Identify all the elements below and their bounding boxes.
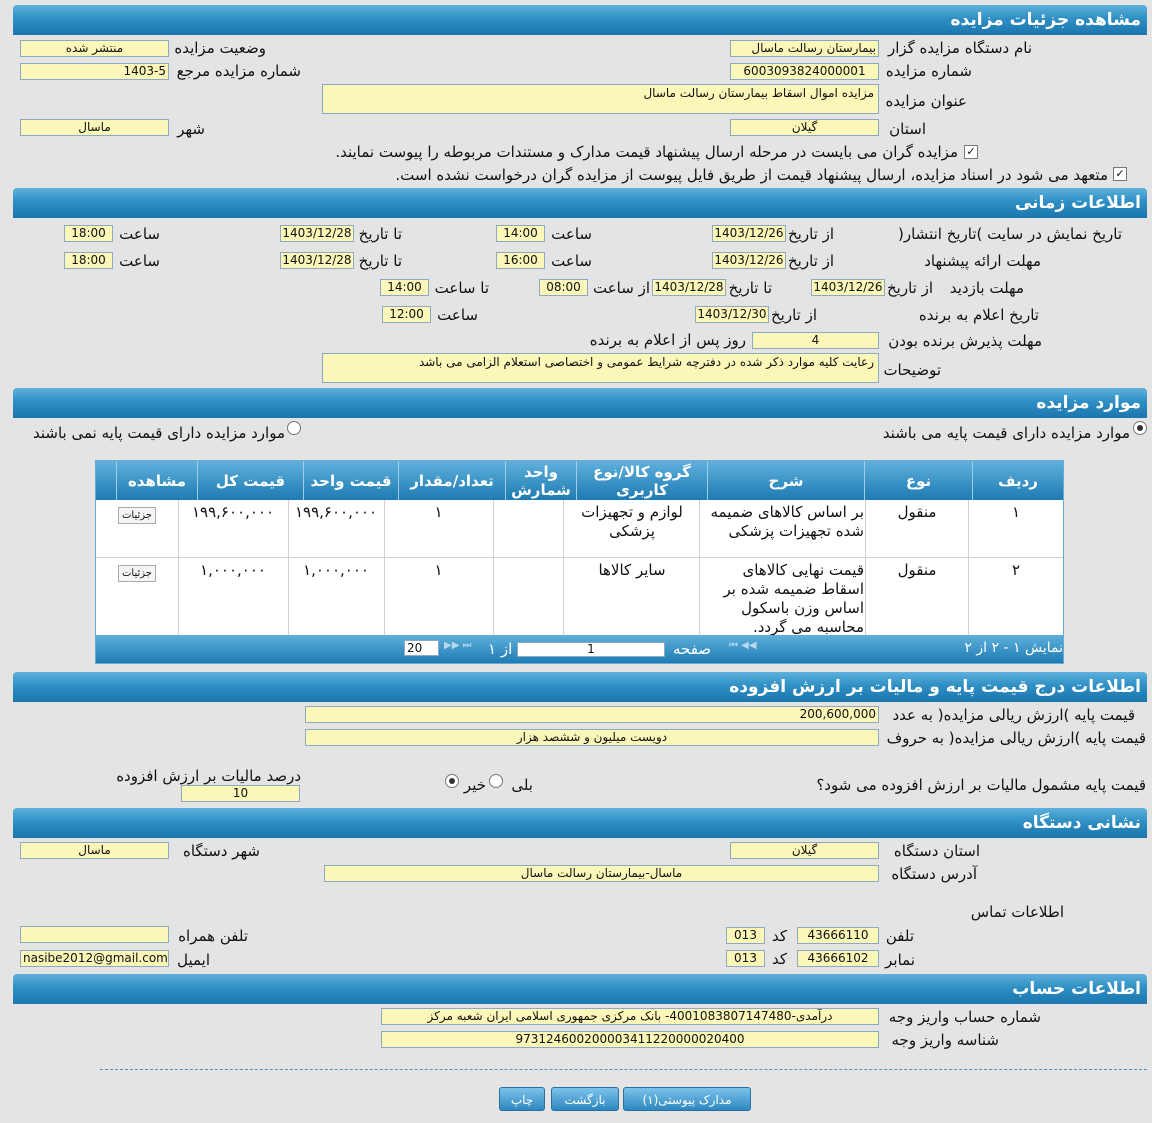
- ref-no-label: شماره مزایده مرجع: [176, 62, 301, 80]
- accept-suffix: روز پس از اعلام به برنده: [589, 331, 746, 349]
- org-address-label: آدرس دستگاه: [891, 865, 977, 883]
- visit-label: مهلت بازدید: [949, 279, 1024, 297]
- row-desc: بر اساس کالاهای ضمیمه شده تجهیزات پزشکی: [710, 503, 864, 540]
- org-city-field[interactable]: ماسال: [20, 842, 169, 859]
- publish-to-time-label: ساعت: [119, 225, 160, 243]
- section-header-items: موارد مزایده: [13, 388, 1147, 418]
- col-unit-line2: شمارش: [511, 481, 571, 499]
- publish-from-time[interactable]: 14:00: [496, 225, 545, 242]
- vat-yes-radio[interactable]: [489, 774, 503, 788]
- attach-required-text: مزایده گران می بایست در مرحله ارسال پیشنهاد قیمت مدارک و مستندات مربوطه را پیوست نمایند.: [335, 143, 958, 161]
- offer-to-time[interactable]: 18:00: [64, 252, 113, 269]
- accept-days-field[interactable]: 4: [752, 332, 879, 349]
- visit-to-date[interactable]: 1403/12/28: [652, 279, 726, 296]
- col-desc[interactable]: شرح: [707, 461, 864, 500]
- pager-of-label: از ۱: [488, 640, 513, 658]
- email-label: ایمیل: [177, 951, 210, 969]
- row-details-button[interactable]: جزئیات: [118, 507, 156, 524]
- email-field[interactable]: nasibe2012@gmail.com: [20, 950, 169, 967]
- col-group[interactable]: [576, 461, 707, 500]
- row-details-button[interactable]: جزئیات: [118, 565, 156, 582]
- vat-percent-field[interactable]: 10: [181, 785, 300, 802]
- row-number: ۲: [1011, 561, 1021, 579]
- payment-id-field[interactable]: 973124600200003411220000020400: [381, 1031, 879, 1048]
- vat-no-radio[interactable]: [445, 774, 459, 788]
- winner-label: تاریخ اعلام به برنده: [918, 306, 1039, 324]
- org-name-field[interactable]: بیمارستان رسالت ماسال: [730, 40, 879, 57]
- title-label: عنوان مزایده: [885, 92, 967, 110]
- org-province-field[interactable]: گیلان: [730, 842, 879, 859]
- row-total: ۱۹۹,۶۰۰,۰۰۰: [191, 503, 275, 521]
- section-header-price: اطلاعات درج قیمت پایه و مالیات بر ارزش افزوده: [13, 672, 1147, 702]
- row-group: لوازم و تجهیزات پزشکی: [581, 503, 683, 540]
- last-page-icon[interactable]: ▶▶ ⏭: [444, 640, 472, 651]
- org-city-label: شهر دستگاه: [182, 842, 260, 860]
- without-base-price-radio[interactable]: [287, 421, 301, 435]
- offer-to-label: تا تاریخ: [358, 252, 402, 270]
- publish-from-label: از تاریخ: [787, 225, 834, 243]
- col-unit[interactable]: [505, 461, 576, 500]
- visit-to-label: تا تاریخ: [728, 279, 772, 297]
- pager-summary: نمایش ۱ - ۲ از ۲: [964, 640, 1063, 656]
- publish-from-time-label: ساعت: [551, 225, 592, 243]
- phone-label: تلفن: [885, 927, 914, 945]
- attach-required-checkbox[interactable]: ✓: [964, 145, 978, 159]
- desc-label: توضیحات: [883, 361, 941, 379]
- pager-page-input[interactable]: 1: [517, 642, 665, 657]
- no-attach-commit-checkbox[interactable]: ✓: [1113, 167, 1127, 181]
- section-header-address: نشانی دستگاه: [13, 808, 1147, 838]
- vat-percent-label: درصد مالیات بر ارزش افزوده: [116, 767, 301, 785]
- section-header-account: اطلاعات حساب: [13, 974, 1147, 1004]
- payment-id-label: شناسه واریز وجه: [891, 1031, 999, 1049]
- back-button[interactable]: بازگشت: [551, 1087, 619, 1111]
- visit-to-time-label: تا ساعت: [434, 279, 489, 297]
- offer-from-time[interactable]: 16:00: [496, 252, 545, 269]
- offer-to-date[interactable]: 1403/12/28: [280, 252, 354, 269]
- row-number: ۱: [1011, 503, 1021, 521]
- title-field[interactable]: مزایده اموال اسقاط بیمارستان رسالت ماسال: [322, 84, 879, 114]
- visit-from-time[interactable]: 08:00: [539, 279, 588, 296]
- phone-code-field[interactable]: 013: [726, 927, 765, 944]
- auction-no-label: شماره مزایده: [885, 62, 972, 80]
- org-province-label: استان دستگاه: [893, 842, 980, 860]
- desc-field[interactable]: رعایت کلیه موارد ذکر شده در دفترچه شرایط عمومی و اختصاصی استعلام الزامی می باشد: [322, 353, 879, 383]
- visit-to-time[interactable]: 14:00: [380, 279, 429, 296]
- grid-header: [96, 461, 1063, 500]
- attachments-button[interactable]: مدارک پیوستی(۱): [623, 1087, 751, 1111]
- fax-code-field[interactable]: 013: [726, 950, 765, 967]
- mobile-label: تلفن همراه: [178, 927, 248, 945]
- offer-from-date[interactable]: 1403/12/26: [712, 252, 786, 269]
- with-base-price-radio[interactable]: [1133, 421, 1147, 435]
- publish-from-date[interactable]: 1403/12/26: [712, 225, 786, 242]
- col-unit-line1: واحد: [524, 463, 558, 481]
- visit-from-time-label: از ساعت: [593, 279, 650, 297]
- col-total[interactable]: قیمت کل: [197, 461, 303, 500]
- divider: [100, 1069, 1147, 1070]
- no-attach-commit-text: متعهد می شود در اسناد مزایده، ارسال پیشنهاد قیمت از طریق فایل پیوست از مزایده گران درخواست نشده است.: [395, 166, 1108, 184]
- phone-code-label: کد: [771, 927, 787, 945]
- without-base-price-label: موارد مزایده دارای قیمت پایه نمی باشند: [33, 424, 285, 442]
- row-type: منقول: [897, 503, 937, 521]
- vat-yes-label: بلی: [511, 776, 533, 794]
- account-no-field[interactable]: درآمدی-4001083807147480- بانک مرکزی جمهوری اسلامی ایران شعبه مرکز: [381, 1008, 879, 1025]
- vat-no-label: خیر: [463, 776, 486, 794]
- offer-from-label: از تاریخ: [787, 252, 834, 270]
- row-total: ۱,۰۰۰,۰۰۰: [200, 561, 266, 579]
- publish-to-date[interactable]: 1403/12/28: [280, 225, 354, 242]
- section-header-details: مشاهده جزئیات مزایده: [13, 5, 1147, 35]
- row-unit-price: ۱۹۹,۶۰۰,۰۰۰: [294, 503, 378, 521]
- col-group-line2: کاربری: [616, 481, 668, 499]
- publish-label: تاریخ نمایش در سایت )تاریخ انتشار(: [898, 225, 1122, 243]
- print-button[interactable]: چاپ: [499, 1087, 545, 1111]
- offer-from-time-label: ساعت: [551, 252, 592, 270]
- col-type[interactable]: نوع: [864, 461, 972, 500]
- winner-from-label: از تاریخ: [770, 306, 817, 324]
- first-page-icon[interactable]: ⏮ ◀◀: [729, 640, 757, 651]
- pager-page-label: صفحه: [673, 640, 712, 658]
- auction-no-field[interactable]: 6003093824000001: [730, 63, 879, 80]
- status-field[interactable]: منتشر شده: [20, 40, 169, 57]
- offer-to-time-label: ساعت: [119, 252, 160, 270]
- row-type: منقول: [897, 561, 937, 579]
- contact-info-label: اطلاعات تماس: [970, 903, 1064, 921]
- row-qty: ۱: [434, 561, 443, 579]
- fax-field[interactable]: 43666102: [797, 950, 879, 967]
- province-field[interactable]: گیلان: [730, 119, 879, 136]
- row-group: سایر کالاها: [598, 561, 666, 579]
- items-grid: [95, 460, 1064, 664]
- col-view[interactable]: مشاهده: [116, 461, 197, 500]
- grid-pager: [96, 635, 1063, 663]
- winner-time-label: ساعت: [437, 306, 478, 324]
- section-header-timing: اطلاعات زمانی: [13, 188, 1147, 218]
- col-unit-price[interactable]: قیمت واحد: [303, 461, 398, 500]
- row-unit-price: ۱,۰۰۰,۰۰۰: [303, 561, 369, 579]
- publish-to-label: تا تاریخ: [358, 225, 402, 243]
- base-price-numeric-field[interactable]: 200,600,000: [305, 706, 879, 723]
- org-address-field[interactable]: ماسال-بیمارستان رسالت ماسال: [324, 865, 879, 882]
- base-price-words-field[interactable]: دویست میلیون و ششصد هزار: [305, 729, 879, 746]
- accept-label: مهلت پذیرش برنده بودن: [888, 332, 1042, 350]
- publish-to-time[interactable]: 18:00: [64, 225, 113, 242]
- city-label: شهر: [177, 120, 205, 138]
- visit-from-date[interactable]: 1403/12/26: [811, 279, 885, 296]
- visit-from-label: از تاریخ: [886, 279, 933, 297]
- with-base-price-label: موارد مزایده دارای قیمت پایه می باشند: [882, 424, 1130, 442]
- col-row[interactable]: ردیف: [972, 461, 1063, 500]
- status-label: وضعیت مزایده: [174, 39, 266, 57]
- fax-label: نمابر: [885, 951, 915, 969]
- winner-time[interactable]: 12:00: [382, 306, 431, 323]
- page-size-input[interactable]: 20: [404, 640, 439, 656]
- vat-question: قیمت پایه مشمول مالیات بر ارزش افزوده می شود؟: [816, 776, 1146, 794]
- org-name-label: نام دستگاه مزایده گزار: [887, 39, 1032, 57]
- phone-field[interactable]: 43666110: [797, 927, 879, 944]
- account-no-label: شماره حساب واریز وجه: [888, 1008, 1041, 1026]
- mobile-field[interactable]: [20, 926, 169, 943]
- province-label: استان: [889, 120, 926, 138]
- col-group-line1: گروه کالا/نوع: [593, 463, 691, 481]
- row-desc: قیمت نهایی کالاهای اسقاط ضمیمه شده بر اساس وزن باسکول محاسبه می گردد.: [723, 561, 864, 635]
- col-qty[interactable]: تعداد/مقدار: [398, 461, 505, 500]
- winner-date[interactable]: 1403/12/30: [695, 306, 769, 323]
- offer-label: مهلت ارائه پیشنهاد: [924, 252, 1041, 270]
- base-price-words-label: قیمت پایه )ارزش ریالی مزایده( به حروف: [886, 729, 1146, 747]
- base-price-numeric-label: قیمت پایه )ارزش ریالی مزایده( به عدد: [892, 706, 1135, 724]
- city-field[interactable]: ماسال: [20, 119, 169, 136]
- row-qty: ۱: [434, 503, 443, 521]
- ref-no-field[interactable]: 1403-5: [20, 63, 169, 80]
- fax-code-label: کد: [771, 950, 787, 968]
